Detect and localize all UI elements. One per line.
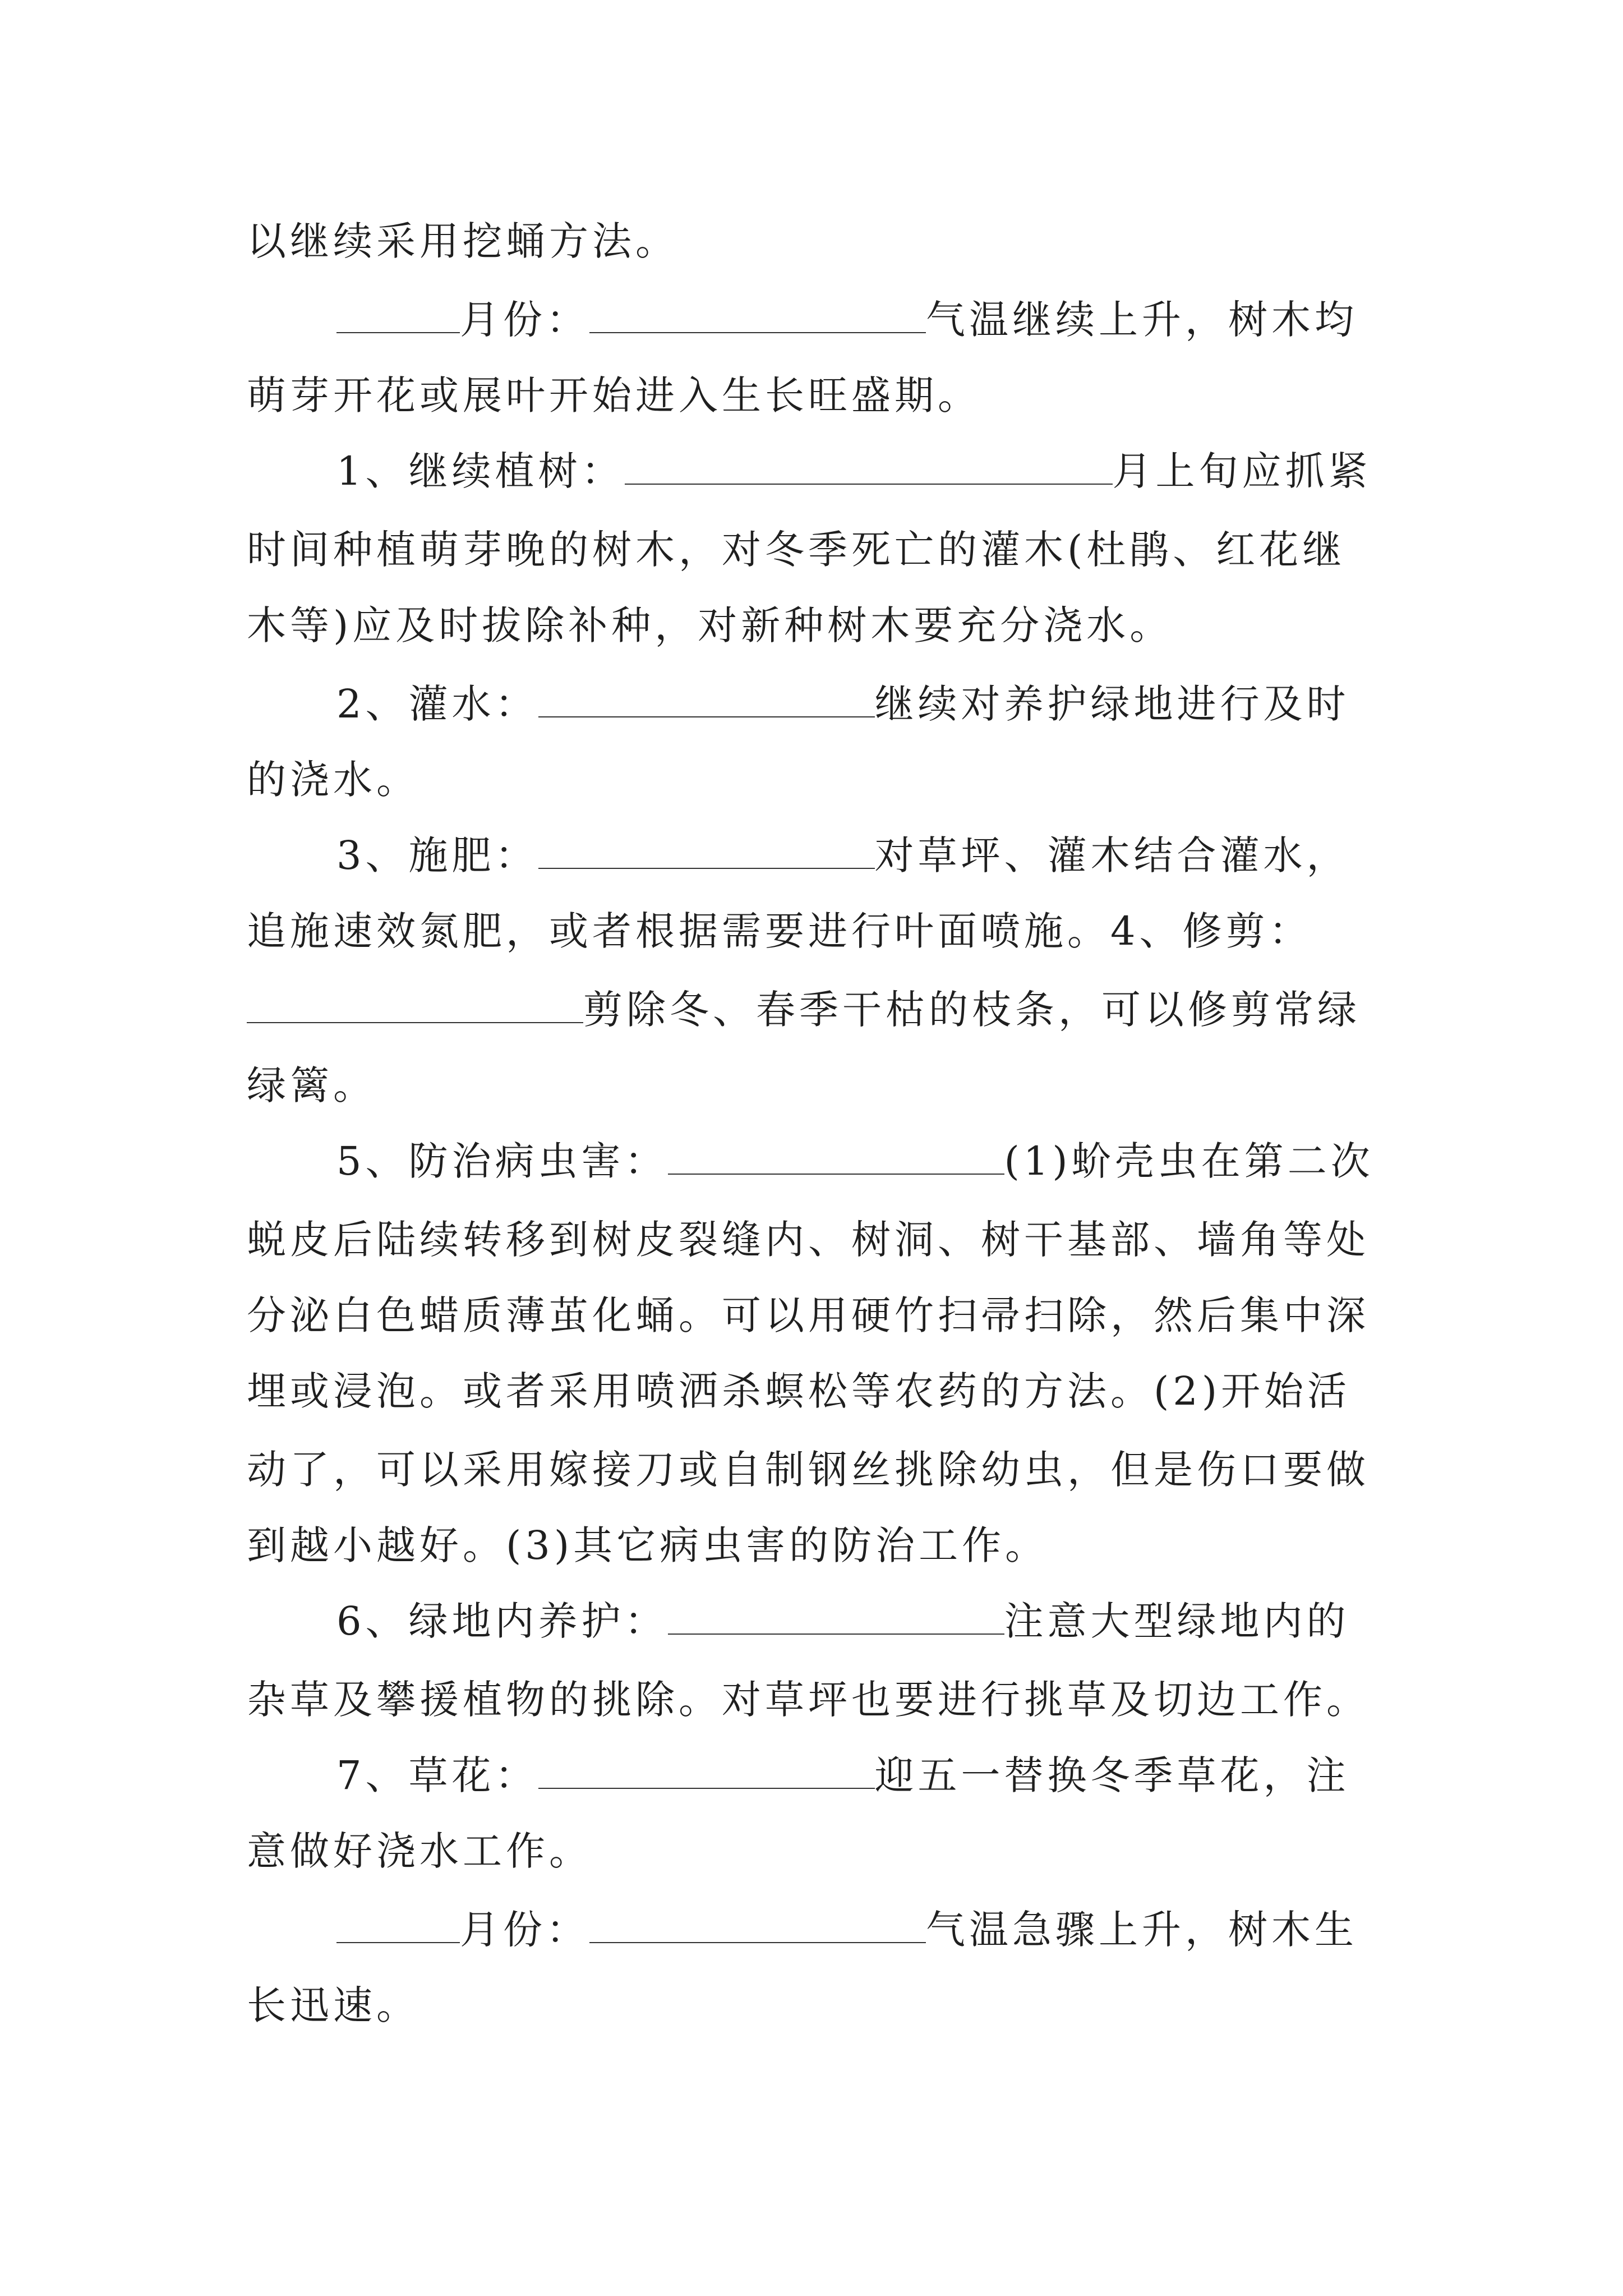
text-line [247, 982, 1361, 1038]
line-text: (1)蚧壳虫在第二次 [1004, 1138, 1374, 1184]
text-line [247, 752, 419, 808]
line-text: 5、防治病虫害： [336, 1138, 668, 1184]
line-text: 的浇水。 [247, 757, 419, 803]
blank-field[interactable] [668, 1593, 1004, 1635]
text-line [247, 367, 981, 424]
blank-field[interactable] [668, 1133, 1004, 1175]
text-line [247, 597, 1173, 654]
line-text: 分泌白色蜡质薄茧化蛹。可以用硬竹扫帚扫除，然后集中深 [247, 1292, 1370, 1338]
text-line [336, 1747, 1350, 1803]
line-text: 追施速效氮肥，或者根据需要进行叶面喷施。4、修剪： [247, 908, 1312, 954]
line-text: 气温继续上升，树木均 [926, 297, 1358, 343]
text-line [247, 1212, 1370, 1268]
text-line [247, 1057, 376, 1114]
text-line [247, 1363, 1350, 1419]
line-text: 以继续采用挖蛹方法。 [247, 218, 679, 264]
blank-field[interactable] [589, 1902, 926, 1943]
line-text: 2、灌水： [336, 681, 538, 727]
blank-field[interactable] [589, 292, 926, 333]
text-line [247, 1977, 419, 2033]
line-text: 意做好浇水工作。 [247, 1828, 592, 1874]
text-line [336, 676, 1350, 732]
line-text: 时间种植萌芽晚的树木，对冬季死亡的灌木(杜鹃、红花继 [247, 527, 1346, 573]
line-text: 迎五一替换冬季草花，注 [874, 1752, 1350, 1798]
line-text: 到越小越好。(3)其它病虫害的防治工作。 [247, 1522, 1049, 1568]
text-line [336, 292, 1358, 348]
blank-field[interactable] [336, 1902, 460, 1943]
blank-field[interactable] [336, 292, 460, 333]
line-text: 月份： [460, 1907, 589, 1953]
line-text: 萌芽开花或展叶开始进入生长旺盛期。 [247, 372, 981, 418]
line-text: 对草坪、灌木结合灌水， [874, 832, 1350, 878]
line-text: 月上旬应抓紧 [1112, 448, 1372, 494]
text-line [247, 1442, 1370, 1498]
line-text: 剪除冬、春季干枯的枝条，可以修剪常绿 [583, 987, 1361, 1033]
text-line [336, 443, 1372, 499]
blank-field[interactable] [538, 676, 875, 717]
line-text: 继续对养护绿地进行及时 [874, 681, 1350, 727]
text-line [336, 827, 1350, 884]
text-line [247, 522, 1345, 578]
line-text: 7、草花： [336, 1752, 538, 1798]
line-text: 蜕皮后陆续转移到树皮裂缝内、树洞、树干基部、墙角等处 [247, 1217, 1370, 1263]
text-line [247, 903, 1312, 959]
line-text: 杂草及攀援植物的挑除。对草坪也要进行挑草及切边工作。 [247, 1677, 1370, 1723]
text-line [336, 1902, 1358, 1958]
text-line [247, 1823, 592, 1879]
line-text: 气温急骤上升，树木生 [926, 1907, 1358, 1953]
line-text: 埋或浸泡。或者采用喷洒杀螟松等农药的方法。(2)开始活 [247, 1368, 1351, 1414]
text-line [247, 1517, 1048, 1573]
line-text: 1、继续植树： [336, 448, 625, 494]
line-text: 木等)应及时拔除补种，对新种树木要充分浇水。 [247, 602, 1173, 648]
text-line [336, 1593, 1350, 1649]
line-text: 3、施肥： [336, 832, 538, 878]
text-line [247, 1672, 1370, 1728]
blank-field[interactable] [625, 443, 1113, 485]
line-text: 月份： [460, 297, 589, 343]
line-text: 动了，可以采用嫁接刀或自制钢丝挑除幼虫，但是伤口要做 [247, 1447, 1370, 1493]
line-text: 注意大型绿地内的 [1004, 1598, 1350, 1644]
blank-field[interactable] [538, 1747, 875, 1789]
line-text: 长迅速。 [247, 1982, 419, 2028]
text-line [247, 213, 679, 269]
line-text: 6、绿地内养护： [336, 1598, 668, 1644]
blank-field[interactable] [247, 982, 583, 1023]
line-text: 绿篱。 [247, 1062, 376, 1108]
text-line [247, 1287, 1370, 1343]
blank-field[interactable] [538, 827, 875, 869]
text-line [336, 1133, 1374, 1189]
